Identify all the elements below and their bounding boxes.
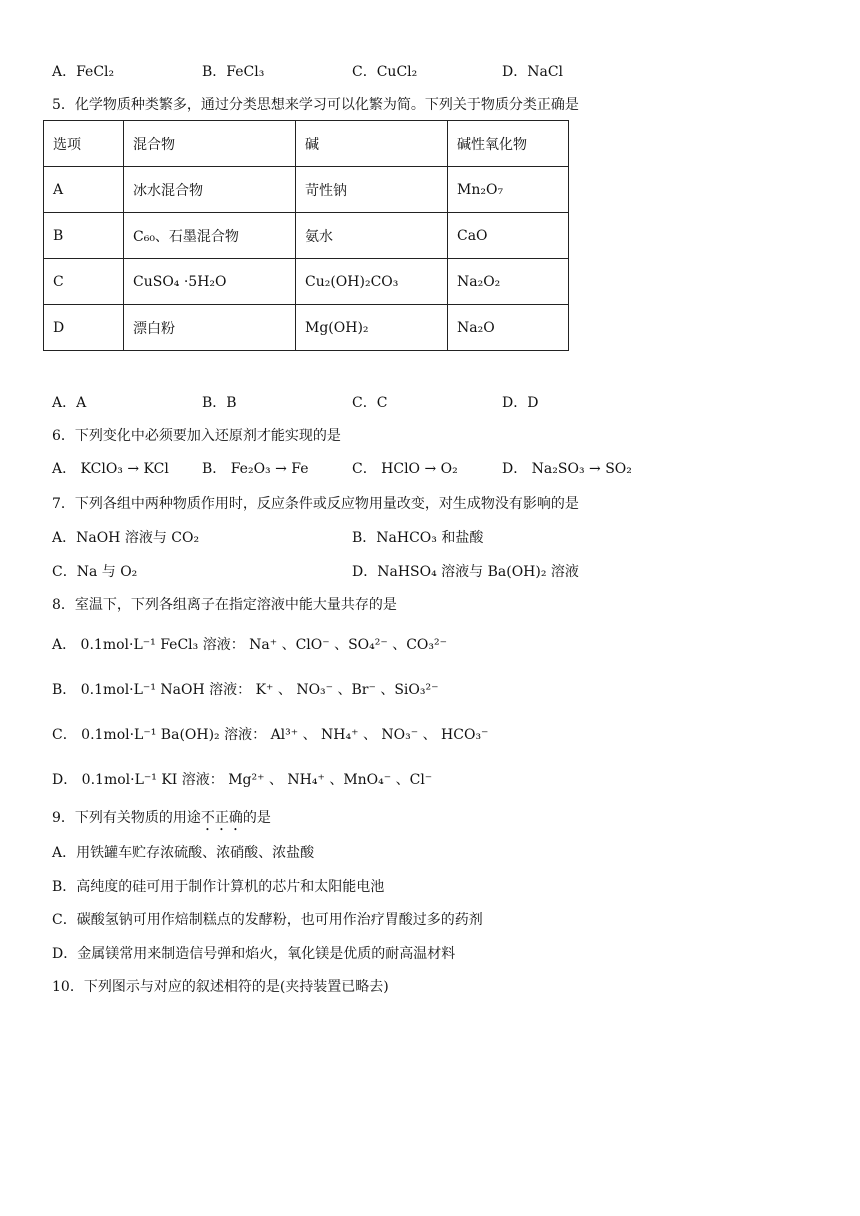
q6-stem: 6．下列变化中必须要加入还原剂才能实现的是 xyxy=(52,428,341,444)
table-header-cell: 选项 xyxy=(44,121,124,167)
table-cell: 氨水 xyxy=(296,213,448,259)
table-row xyxy=(44,213,569,259)
q9-option-a: A．用铁罐车贮存浓硫酸、浓硝酸、浓盐酸 xyxy=(52,845,315,861)
q7-stem: 7．下列各组中两种物质作用时，反应条件或反应物用量改变，对生成物没有影响的是 xyxy=(52,496,579,512)
table-cell: CuSO₄ ·5H₂O xyxy=(124,259,296,305)
q7-option-c: C．Na 与 O₂ xyxy=(52,564,138,580)
q9-option-b: B．高纯度的硅可用于制作计算机的芯片和太阳能电池 xyxy=(52,879,385,895)
q9-stem-emphasis: 不正确 xyxy=(200,810,243,826)
table-cell: 冰水混合物 xyxy=(124,167,296,213)
q7-option-b: B．NaHCO₃ 和盐酸 xyxy=(352,530,484,546)
q9-stem-pre: 9．下列有关物质的用途 xyxy=(52,810,201,826)
table-cell: D xyxy=(44,305,124,351)
q10-stem: 10．下列图示与对应的叙述相符的是(夹持装置已略去) xyxy=(52,979,389,995)
table-cell: B xyxy=(44,213,124,259)
table-cell: CaO xyxy=(448,213,569,259)
q5-option-b: B．B xyxy=(202,395,237,411)
table-cell: Mn₂O₇ xyxy=(448,167,569,213)
table-cell: Na₂O₂ xyxy=(448,259,569,305)
q4-option-d: D．NaCl xyxy=(502,64,564,80)
table-cell: 漂白粉 xyxy=(124,305,296,351)
q6-option-c: C． HClO → O₂ xyxy=(352,461,458,477)
table-header-cell: 碱性氧化物 xyxy=(448,121,569,167)
q4-option-c: C．CuCl₂ xyxy=(352,64,418,80)
q5-stem: 5．化学物质种类繁多，通过分类思想来学习可以化繁为简。下列关于物质分类正确是 xyxy=(52,97,579,113)
table-cell: Na₂O xyxy=(448,305,569,351)
q8-option-c: C． 0.1mol·L⁻¹ Ba(OH)₂ 溶液： Al³⁺ 、 NH₄⁺ 、 NO₃⁻ 、 HCO₃⁻ xyxy=(52,727,489,743)
q6-option-b: B． Fe₂O₃ → Fe xyxy=(202,461,309,477)
q5-option-c: C．C xyxy=(352,395,388,411)
q8-option-a: A． 0.1mol·L⁻¹ FeCl₃ 溶液： Na⁺ 、ClO⁻ 、SO₄²⁻ 、CO₃²⁻ xyxy=(52,637,448,653)
table-cell: A xyxy=(44,167,124,213)
q8-option-d: D． 0.1mol·L⁻¹ KI 溶液： Mg²⁺ 、 NH₄⁺ 、MnO₄⁻ 、Cl⁻ xyxy=(52,772,433,788)
q4-option-b: B．FeCl₃ xyxy=(202,64,265,80)
table-cell: Mg(OH)₂ xyxy=(296,305,448,351)
q5-option-a: A．A xyxy=(52,395,87,411)
table-cell: C xyxy=(44,259,124,305)
table-row xyxy=(44,167,569,213)
table-row xyxy=(44,259,569,305)
q5-classification-table xyxy=(43,120,569,351)
table-header-cell: 混合物 xyxy=(124,121,296,167)
q6-option-d: D． Na₂SO₃ → SO₂ xyxy=(502,461,632,477)
table-header-cell: 碱 xyxy=(296,121,448,167)
table-row xyxy=(44,305,569,351)
q7-option-a: A．NaOH 溶液与 CO₂ xyxy=(52,530,200,546)
q5-option-d: D．D xyxy=(502,395,539,411)
q9-stem xyxy=(52,807,271,834)
table-cell: Cu₂(OH)₂CO₃ xyxy=(296,259,448,305)
q8-stem: 8．室温下，下列各组离子在指定溶液中能大量共存的是 xyxy=(52,597,397,613)
table-header-row xyxy=(44,121,569,167)
q7-option-d: D．NaHSO₄ 溶液与 Ba(OH)₂ 溶液 xyxy=(352,564,579,580)
q8-option-b: B． 0.1mol·L⁻¹ NaOH 溶液： K⁺ 、 NO₃⁻ 、Br⁻ 、SiO₃²⁻ xyxy=(52,682,439,698)
q9-option-c: C．碳酸氢钠可用作焙制糕点的发酵粉，也可用作治疗胃酸过多的药剂 xyxy=(52,912,483,928)
q4-option-a: A．FeCl₂ xyxy=(52,64,115,80)
q9-stem-post: 的是 xyxy=(242,810,271,826)
table-cell: 苛性钠 xyxy=(296,167,448,213)
q9-option-d: D．金属镁常用来制造信号弹和焰火，氧化镁是优质的耐高温材料 xyxy=(52,946,456,962)
q6-option-a: A． KClO₃ → KCl xyxy=(52,461,169,477)
table-cell: C₆₀、石墨混合物 xyxy=(124,213,296,259)
